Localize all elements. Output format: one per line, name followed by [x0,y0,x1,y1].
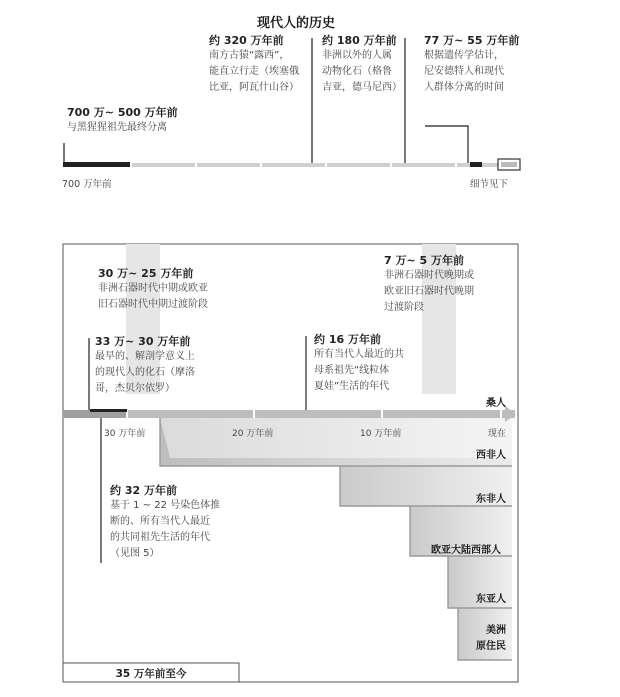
event-body-line: 根据遗传学估计， [424,50,504,61]
event-body-line: 人群体分离的时间 [424,82,504,93]
top-event-neanderthal [424,32,519,96]
event-body-line: 能直立行走（埃塞俄 [209,66,299,77]
event-heading: 700 万~ 500 万年前 [67,106,178,119]
population-label: 欧亚大陆西部人 [431,545,501,556]
top-start-label: 700 万年前 [62,179,112,190]
event-body-line: 最早的、解剖学意义上 [95,351,195,362]
population-label: 美洲 [486,625,506,636]
event-body-line: 吉亚，德马尼西） [322,82,402,93]
event-body-line: 动物化石（格鲁 [322,66,392,77]
event-heading: 约 32 万年前 [110,484,177,497]
population-label: 东非人 [476,494,506,505]
event-body-line: 断的、所有当代人最近 [110,516,210,527]
event-body-line: 过渡阶段 [384,302,424,313]
bottom-event-jebel-irhoud [95,333,195,397]
event-body-line: 比亚，阿瓦什山谷） [209,82,299,93]
event-body-line: 欧亚旧石器时代晚期 [384,286,474,297]
page-title: 现代人的历史 [257,16,336,31]
bottom-event-lsa [384,252,474,316]
event-heading: 约 16 万年前 [314,333,381,346]
event-body-line: 尼安德特人和现代 [424,66,504,77]
event-body-line: 旧石器时代中期过渡阶段 [98,299,208,310]
tick-label: 10 万年前 [360,429,402,439]
event-body-line: 夏娃”生活的年代 [314,381,390,392]
event-heading: 约 180 万年前 [322,34,397,47]
footer-range-label: 35 万年前至今 [115,668,187,680]
top-event-dmanisi [322,32,402,96]
event-body-line: （见图 5） [110,548,160,559]
event-body-line: 非洲石器时代晚期或 [384,270,474,281]
population-label: 东亚人 [476,594,506,605]
event-body-line: 非洲以外的人属 [322,50,392,61]
population-label: 原住民 [476,641,506,652]
event-body-line: 母系祖先“线粒体 [314,365,390,376]
top-detail-label: 细节见下 [470,179,509,190]
top-event-lucy [209,32,299,96]
event-heading: 33 万~ 30 万年前 [95,335,191,348]
event-heading: 30 万~ 25 万年前 [98,267,194,280]
bottom-event-msa [98,265,208,313]
bottom-event-common-ancestor [110,482,220,562]
event-body: 与黑猩猩祖先最终分离 [67,122,167,133]
population-label: 桑人 [486,398,506,409]
event-body-line: 南方古猿“露西”， [209,50,290,61]
tick-label: 现在 [488,429,507,439]
tick-label: 20 万年前 [232,429,274,439]
event-heading: 77 万~ 55 万年前 [424,34,520,47]
top-event-split [67,104,178,136]
event-body-line: 非洲石器时代中期或欧亚 [98,283,208,294]
population-label: 西非人 [476,450,506,461]
tick-label: 30 万年前 [104,429,146,439]
event-body-line: 的共同祖先生活的年代 [110,532,210,543]
event-body-line: 哥，杰贝尔依罗） [95,383,175,394]
event-body-line: 基于 1 ~ 22 号染色体推 [110,500,221,511]
event-body-line: 所有当代人最近的共 [314,349,404,360]
bottom-event-mito-eve [314,331,404,395]
event-heading: 约 320 万年前 [209,34,284,47]
event-body-line: 的现代人的化石（摩洛 [95,367,195,378]
event-heading: 7 万~ 5 万年前 [384,254,465,267]
